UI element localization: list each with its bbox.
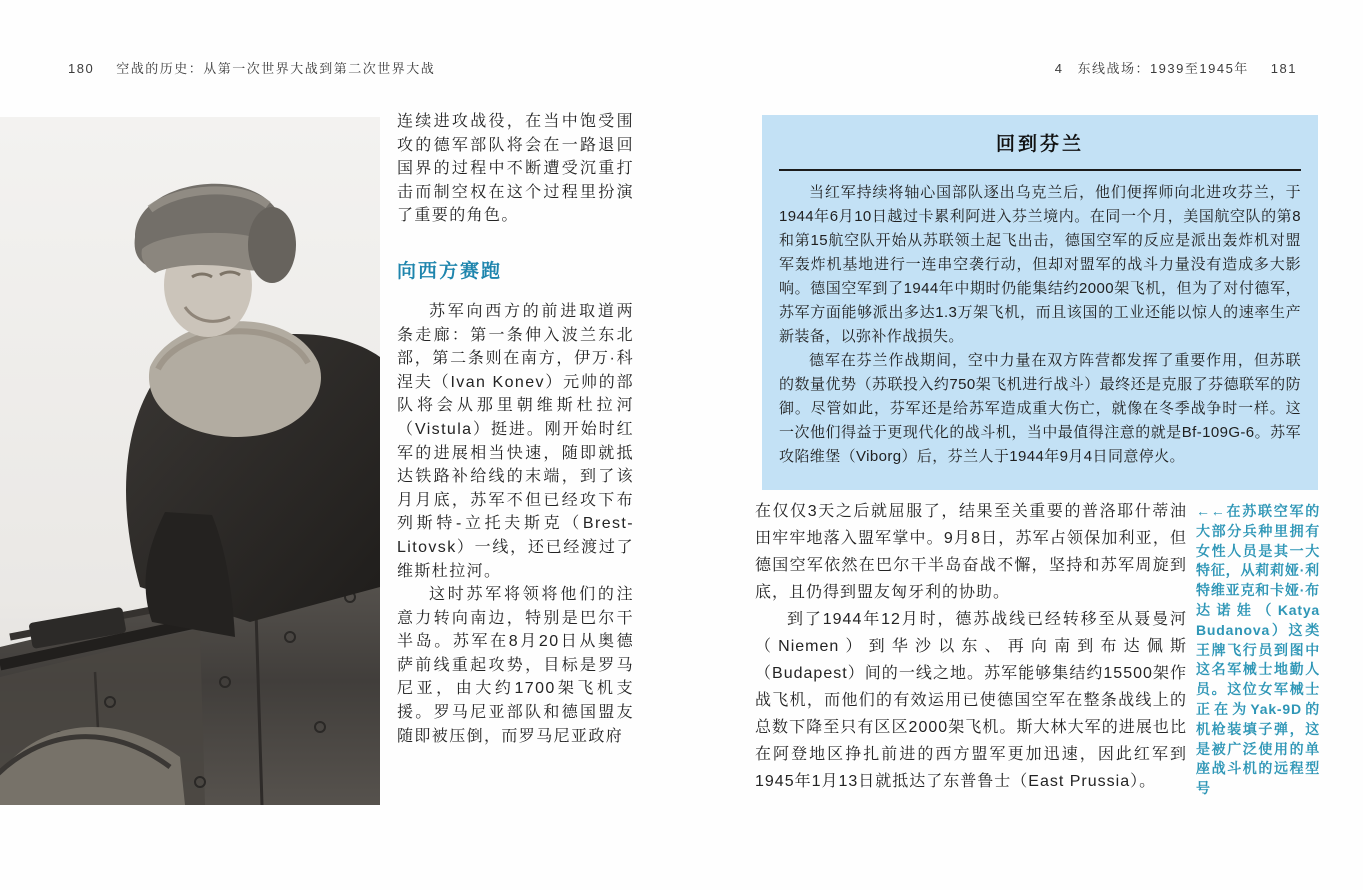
page-number-left: 180 xyxy=(68,61,95,76)
paragraph: 苏军向西方的前进取道两条走廊：第一条伸入波兰东北部，第二条则在南方，伊万·科涅夫（Ivan Konev）元帅的部队将会从那里朝维斯杜拉河（Vistula）挺进。刚开始时红军的进展相当快速，随即就抵达铁路补给线的末端，到了该月月底，苏军不但已经攻下布列斯特-立托夫斯克（Brest-Litovsk）一线，还已经渡过了维斯杜拉河。 xyxy=(397,302,634,580)
chapter-number: 4 xyxy=(1054,61,1064,76)
running-head-left xyxy=(68,58,435,77)
book-title: 空战的历史：从第一次世界大战到第二次世界大战 xyxy=(116,61,436,76)
paragraph: 当红军持续将轴心国部队逐出乌克兰后，他们便挥师向北进攻芬兰，于1944年6月10日越过卡累利阿进入芬兰境内。在同一个月，美国航空队的第8和第15航空队开始从苏联领土起飞出击，德国空军的反应是派出轰炸机对盟军轰炸机基地进行一连串空袭行动，但却对盟军的战斗力量没有造成多大影响。德国空军到了1944年中期时仍能集结约2000架飞机，但为了对付德军，苏军方面能够派出多达1.3万架飞机，而且该国的工业还能以惊人的速率生产新装备，以弥补作战损失。 xyxy=(779,184,1301,345)
chapter-title: 东线战场：1939至1945年 xyxy=(1077,61,1249,76)
paragraph: 这时苏军将领将他们的注意力转向南边，特别是巴尔干半岛。苏军在8月20日从奥德萨前线重起攻势，目标是罗马尼亚，由大约1700架飞机支援。罗马尼亚部队和德国盟友随即被压倒，而罗马尼亚政府 xyxy=(397,586,634,745)
photo-illustration xyxy=(0,117,380,805)
feature-box-return-to-finland xyxy=(762,115,1318,490)
photo-caption xyxy=(1196,502,1320,799)
feature-box-body xyxy=(779,181,1301,469)
left-page-text-column xyxy=(397,110,634,748)
paragraph-continuation: 连续进攻战役，在当中饱受围攻的德军部队将会在一路退回国界的过程中不断遭受沉重打击而制空权在这个过程里扮演了重要的角色。 xyxy=(397,113,634,225)
running-head-right xyxy=(1055,58,1297,77)
paragraph: 到了1944年12月时，德苏战线已经转移至从聂曼河（Niemen）到华沙以东、再向南到布达佩斯（Budapest）间的一线之地。苏军能够集结约15500架作战飞机，而他们的有效运用已使德国空军在整条战线上的总数下降至只有区区2000架飞机。斯大林大军的进展也比在阿登地区挣扎前进的西方盟军更加迅速，因此红军到1945年1月13日就抵达了东普鲁士（East Prussia）。 xyxy=(755,611,1187,790)
photo-woman-armourer xyxy=(0,117,380,805)
title-rule xyxy=(779,169,1301,171)
caption-text: ←←在苏联空军的大部分兵种里拥有女性人员是其一大特征，从莉莉娅·利特维亚克和卡娅·布达诺娃（Katya Budanova）这类王牌飞行员到图中这名军械士地勤人员。这位女军械士正在为Yak-9D的机枪装填子弹，这是被广泛使用的单座战斗机的远程型号 xyxy=(1196,503,1320,797)
page-number-right: 181 xyxy=(1270,61,1297,76)
paragraph-continuation: 在仅仅3天之后就屈服了，结果至关重要的普洛耶什蒂油田牢牢地落入盟军掌中。9月8日，苏军占领保加利亚，但德国空军依然在巴尔干半岛奋战不懈，坚持和苏军周旋到底，且仍得到盟友匈牙利的协助。 xyxy=(755,503,1187,601)
feature-box-title: 回到芬兰 xyxy=(995,134,1084,155)
paragraph: 德军在芬兰作战期间，空中力量在双方阵营都发挥了重要作用，但苏联的数量优势（苏联投入约750架飞机进行战斗）最终还是克服了芬德联军的防御。尽管如此，芬军还是给苏军造成重大伤亡，就像在冬季战争时一样。这一次他们得益于更现代化的战斗机，当中最值得注意的就是Bf-109G-6。苏军攻陷维堡（Viborg）后，芬兰人于1944年9月4日同意停火。 xyxy=(779,352,1301,465)
section-heading: 向西方赛跑 xyxy=(397,260,503,282)
right-page-text-column xyxy=(755,498,1187,795)
